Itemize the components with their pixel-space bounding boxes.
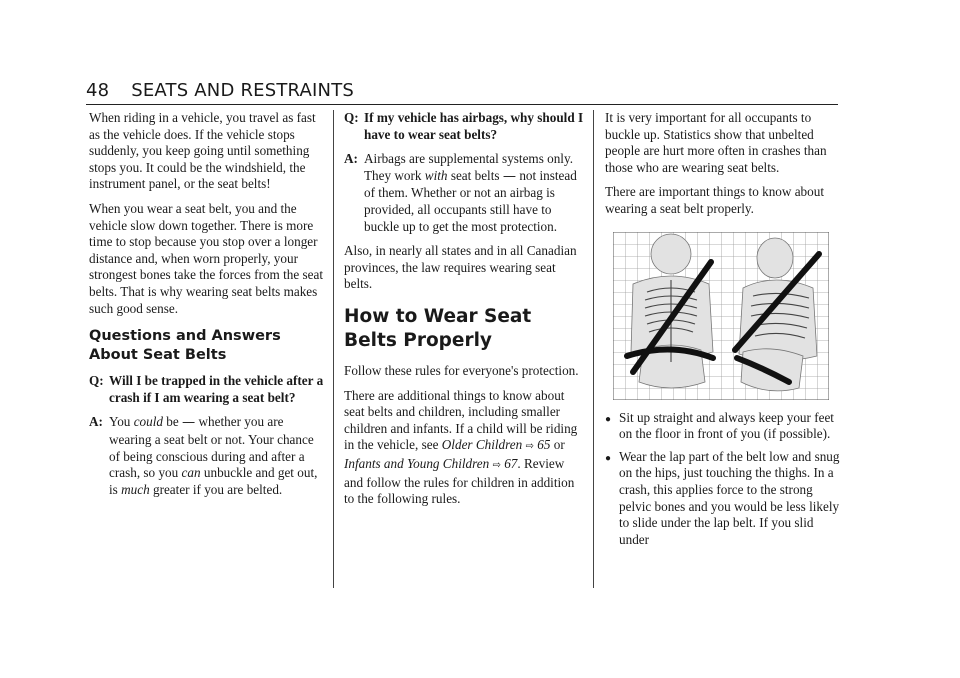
column-2: [344, 110, 584, 516]
answer-tag: A:: [89, 414, 103, 430]
page-header: [86, 80, 838, 105]
paragraph: It is very important for all occupants to buckle up. Statistics show that unbelted people are hurt more often in crashes than those who are wearing seat belts.: [605, 110, 827, 175]
column-3: [605, 110, 843, 554]
question-text: Will I be trapped in the vehicle after a crash if I am wearing a seat belt?: [109, 373, 324, 405]
section-title: SEATS AND RESTRAINTS: [131, 80, 355, 101]
seat-belt-skeleton-illustration: [613, 232, 829, 400]
page-number: 48: [86, 80, 110, 101]
paragraph: Follow these rules for everyone's protection.: [344, 362, 579, 378]
bullet-list: [605, 410, 843, 549]
skeleton-figure-svg: [613, 232, 829, 400]
column-1: [89, 110, 324, 506]
paragraph: When you wear a seat belt, you and the vehicle slow down together. There is more time to stop because you stop over a longer distance and, when worn properly, your strongest bones take the forces from the seat belts. That is why wearing seat belts makes such good sense.: [89, 200, 324, 316]
list-item: ● Sit up straight and always keep your feet on the floor in front of you (if possible).: [605, 409, 834, 442]
column-divider: [593, 110, 594, 588]
paragraph: When riding in a vehicle, you travel as fast as the vehicle does. If the vehicle stops suddenly, you keep going until something stops you. It could be the windshield, the instrument panel, or the seat belts!: [89, 110, 316, 192]
page-ref-icon: ⇨: [525, 441, 534, 453]
question: [344, 110, 584, 143]
answer: [89, 414, 324, 498]
page-ref: 67: [504, 455, 518, 471]
answer-tag: A:: [344, 151, 358, 167]
question-tag: Q:: [344, 110, 359, 125]
bullet-icon: ●: [605, 413, 612, 425]
list-item: ● Wear the lap part of the belt low and snug on the hips, just touching the thighs. In a crash, this applies force to the strong pelvic bones and you would be less likely to slide under the lap belt. If you slid under: [605, 448, 840, 547]
answer-text: You could be — whether you are wearing a seat belt or not. Your chance of being conscious during and after a crash, so you can unbuckle and get out, is much greater if you are belted.: [109, 414, 318, 497]
answer-text: Airbags are supplemental systems only. They work with seat belts — not instead of them. Whether or not an airbag is provided, all occupants still have to buckle up to get the most protection.: [364, 151, 577, 234]
link-older-children[interactable]: Older Children: [441, 437, 523, 453]
question-tag: Q:: [89, 373, 104, 389]
column-divider: [333, 110, 334, 588]
link-infants-young-children[interactable]: Infants and Young Children: [344, 455, 490, 471]
paragraph: There are additional things to know about seat belts and children, including smaller children and infants. If a child will be riding in the vehicle, see Older Children ⇨ 65 or Infants and Young Children ⇨ 67. Review and follow the rules for children in addition to the following rules.: [344, 387, 578, 507]
bullet-icon: ●: [605, 452, 612, 464]
section-heading: How to Wear Seat Belts Properly: [344, 305, 532, 351]
paragraph: There are important things to know about wearing a seat belt properly.: [605, 184, 825, 216]
page-ref-icon: ⇨: [492, 459, 501, 471]
question-text: If my vehicle has airbags, why should I have to wear seat belts?: [364, 110, 584, 142]
question: [89, 373, 324, 406]
answer: [344, 151, 584, 235]
page-ref: 65: [537, 437, 551, 453]
answer-continuation: Also, in nearly all states and in all Canadian provinces, the law requires wearing seat belts.: [344, 243, 577, 292]
subheading: Questions and Answers About Seat Belts: [89, 328, 281, 364]
